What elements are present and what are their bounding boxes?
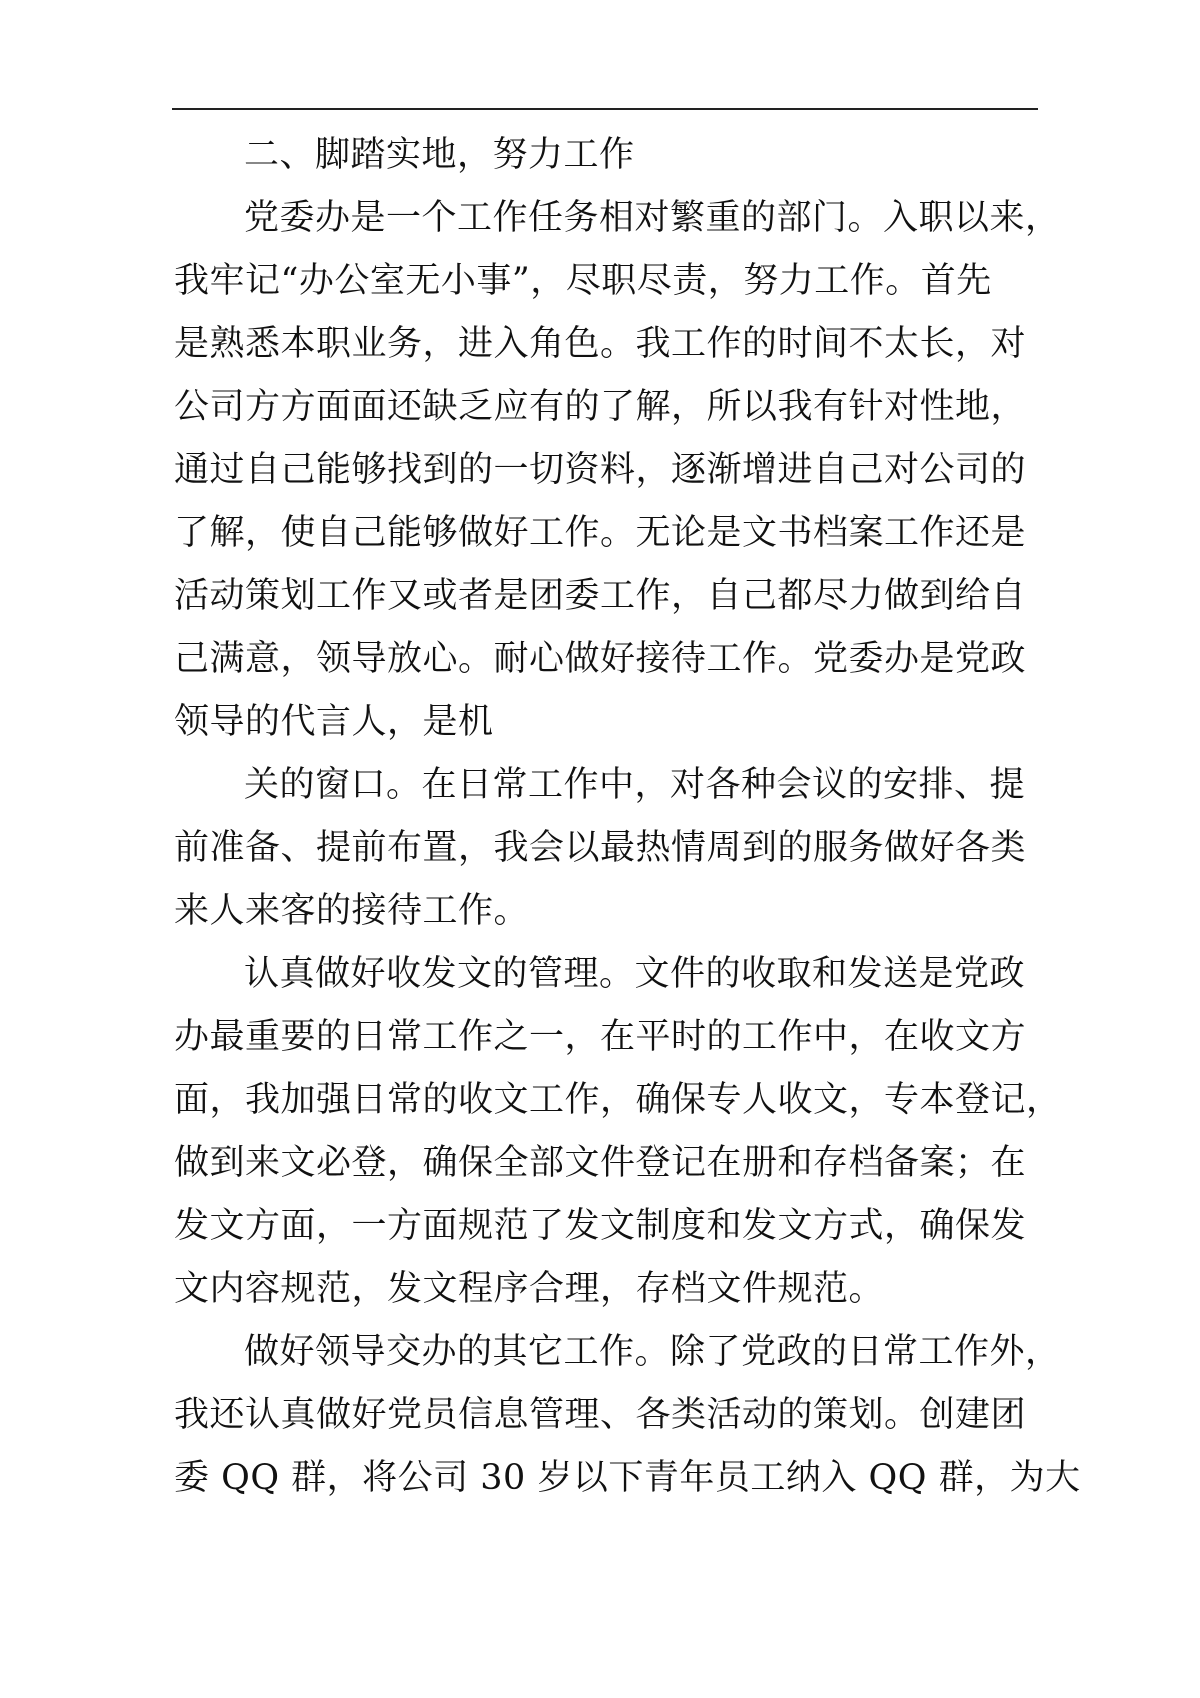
text-line: 做好领导交办的其它工作。除了党政的日常工作外， <box>244 1332 1061 1372</box>
text-line: 关的窗口。在日常工作中，对各种会议的安排、提 <box>244 765 1026 805</box>
text-line: 我牢记“办公室无小事”，尽职尽责，努力工作。首先 <box>174 261 992 301</box>
header-rule <box>172 108 1038 110</box>
text-line: 办最重要的日常工作之一，在平时的工作中，在收文方 <box>174 1017 1027 1057</box>
text-line: 做到来文必登，确保全部文件登记在册和存档备案；在 <box>174 1143 1027 1183</box>
text-line: 发文方面，一方面规范了发文制度和发文方式，确保发 <box>174 1206 1027 1246</box>
text-line: 面，我加强日常的收文工作，确保专人收文，专本登记， <box>174 1080 1062 1120</box>
text-line: 了解，使自己能够做好工作。无论是文书档案工作还是 <box>174 513 1027 553</box>
text-line: 来人来客的接待工作。 <box>174 891 530 931</box>
text-line: 委 QQ 群，将公司 30 岁以下青年员工纳入 QQ 群，为大 <box>174 1458 1081 1498</box>
text-line: 我还认真做好党员信息管理、各类活动的策划。创建团 <box>174 1395 1027 1435</box>
text-line: 领导的代言人，是机 <box>174 702 494 742</box>
text-line: 文内容规范，发文程序合理，存档文件规范。 <box>174 1269 885 1309</box>
text-line: 己满意，领导放心。耐心做好接待工作。党委办是党政 <box>174 639 1027 679</box>
text-line: 党委办是一个工作任务相对繁重的部门。入职以来， <box>244 198 1061 238</box>
text-line: 二、脚踏实地，努力工作 <box>244 135 635 175</box>
text-line: 认真做好收发文的管理。文件的收取和发送是党政 <box>244 954 1026 994</box>
text-line: 通过自己能够找到的一切资料，逐渐增进自己对公司的 <box>174 450 1027 490</box>
text-line: 活动策划工作又或者是团委工作，自己都尽力做到给自 <box>174 576 1027 616</box>
document-body <box>174 124 1081 1510</box>
text-line: 公司方方面面还缺乏应有的了解，所以我有针对性地， <box>174 387 1027 427</box>
text-line: 前准备、提前布置，我会以最热情周到的服务做好各类 <box>174 828 1027 868</box>
text-line: 是熟悉本职业务，进入角色。我工作的时间不太长，对 <box>174 324 1027 364</box>
